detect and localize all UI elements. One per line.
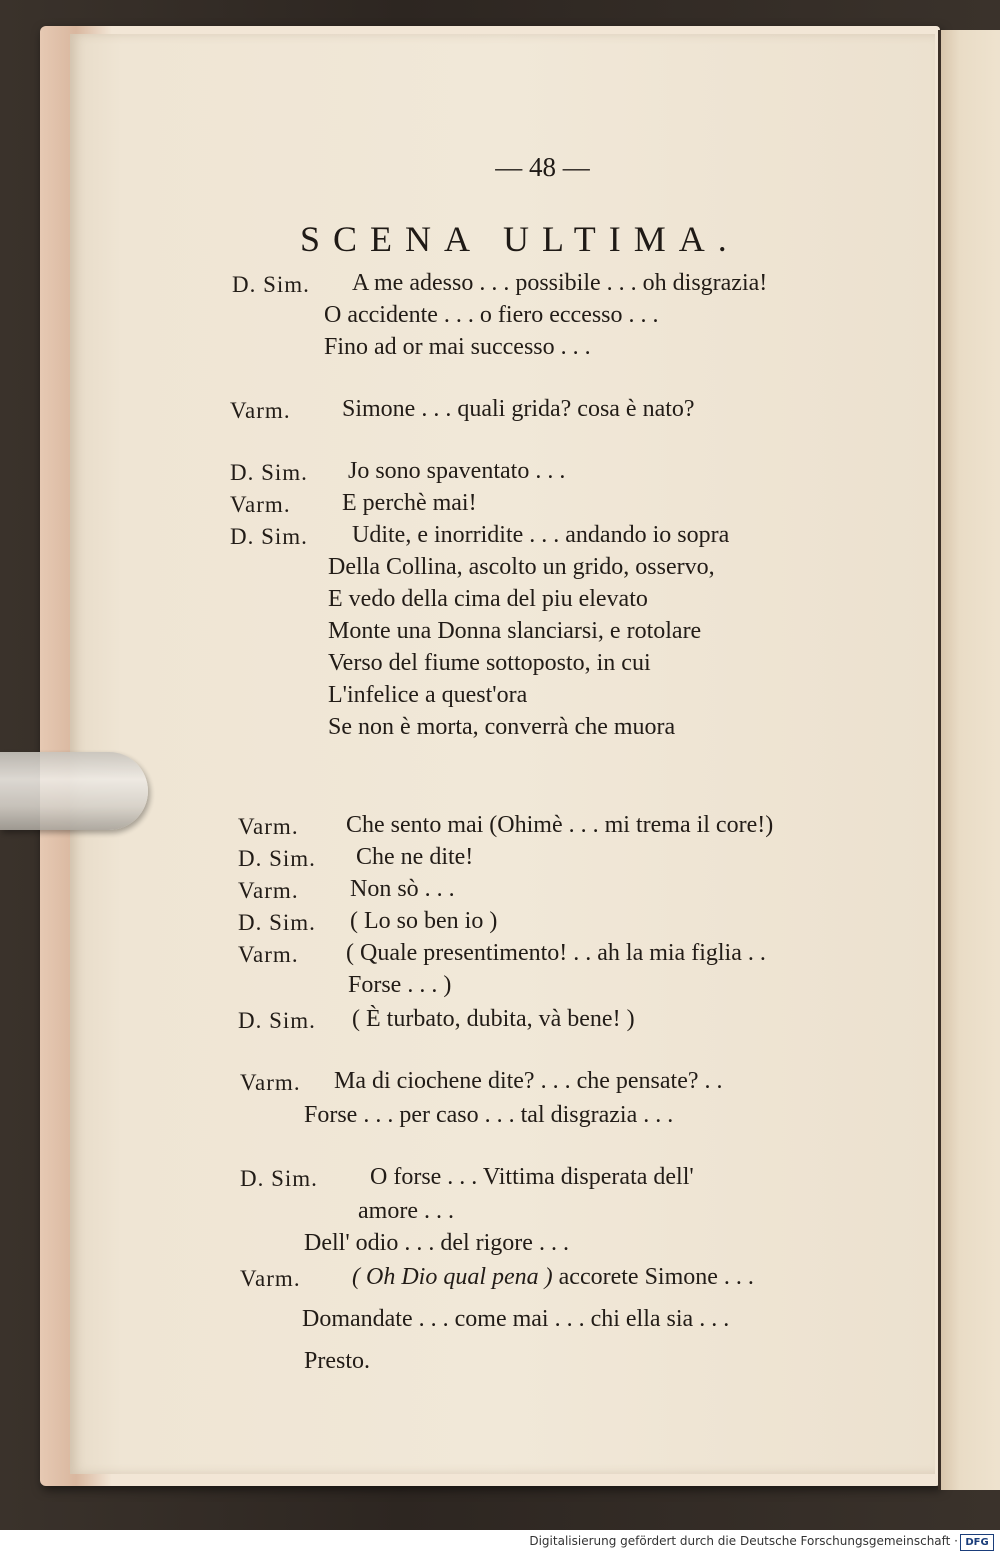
speaker-label: D. Sim. <box>238 910 316 935</box>
bookmark-clip <box>0 752 148 830</box>
verse-line: Monte una Donna slanciarsi, e rotolare <box>328 618 702 644</box>
verse-line: E vedo della cima del piu elevato <box>328 586 648 612</box>
speaker-label: D. Sim. <box>238 1008 316 1033</box>
speaker-label: D. Sim. <box>230 524 308 549</box>
verse-line: L'infelice a quest'ora <box>328 682 528 708</box>
verse-line: Che ne dite! <box>356 844 474 870</box>
verse-line: Non sò . . . <box>350 876 455 902</box>
verse-line: Fino ad or mai successo . . . <box>324 334 591 360</box>
speaker-label: Varm. <box>238 942 299 967</box>
digitization-footer <box>0 1530 1000 1554</box>
verse-line: Domandate . . . come mai . . . chi ella sia . . . <box>302 1306 730 1332</box>
speaker-label: D. Sim. <box>232 272 310 297</box>
dfg-logo: DFG <box>960 1534 994 1551</box>
verse-line: Forse . . . per caso . . . tal disgrazia . . . <box>304 1102 674 1128</box>
verse-line: O forse . . . Vittima disperata dell' <box>370 1164 694 1190</box>
verse-line: Della Collina, ascolto un grido, osservo, <box>328 554 715 580</box>
speaker-label: Varm. <box>238 814 299 839</box>
footer-credit: Digitalisierung gefördert durch die Deutsche Forschungsgemeinschaft · <box>529 1534 958 1548</box>
verse-line: amore . . . <box>358 1198 454 1224</box>
verse-line: Ma di ciochene dite? . . . che pensate? . . <box>334 1068 723 1094</box>
speaker-label: Varm. <box>230 398 291 423</box>
verse-line: ( Quale presentimento! . . ah la mia figlia . . <box>346 940 766 966</box>
verse-line: A me adesso . . . possibile . . . oh disgrazia! <box>352 270 768 296</box>
verse-line: Udite, e inorridite . . . andando io sopra <box>352 522 730 548</box>
verse-line <box>352 1264 754 1291</box>
scene-title: SCENA ULTIMA. <box>300 219 740 259</box>
speaker-label: D. Sim. <box>240 1166 318 1191</box>
facing-page-edge <box>938 30 1000 1490</box>
verse-line: Dell' odio . . . del rigore . . . <box>304 1230 569 1256</box>
verse-line: Presto. <box>304 1348 370 1374</box>
speaker-label: D. Sim. <box>230 460 308 485</box>
verse-line: ( Lo so ben io ) <box>350 908 498 934</box>
verse-line: ( È turbato, dubita, và bene! ) <box>352 1006 635 1032</box>
verse-line: Jo sono spaventato . . . <box>348 458 566 484</box>
verse-line: Se non è morta, converrà che muora <box>328 714 676 740</box>
speaker-label: Varm. <box>230 492 291 517</box>
verse-line: Verso del fiume sottoposto, in cui <box>328 650 651 676</box>
verse-line: Simone . . . quali grida? cosa è nato? <box>342 396 695 422</box>
verse-text: accorete Simone . . . <box>552 1264 754 1290</box>
speaker-label: Varm. <box>240 1070 301 1095</box>
page-number: — 48 — <box>495 152 590 182</box>
speaker-label: D. Sim. <box>238 846 316 871</box>
verse-line: Forse . . . ) <box>348 972 452 998</box>
speaker-label: Varm. <box>238 878 299 903</box>
verse-line: E perchè mai! <box>342 490 477 516</box>
verse-line: O accidente . . . o fiero eccesso . . . <box>324 302 659 328</box>
stage-aside: ( Oh Dio qual pena ) <box>352 1264 553 1290</box>
verse-line: Che sento mai (Ohimè . . . mi trema il core!) <box>346 812 774 838</box>
speaker-label: Varm. <box>240 1266 301 1291</box>
